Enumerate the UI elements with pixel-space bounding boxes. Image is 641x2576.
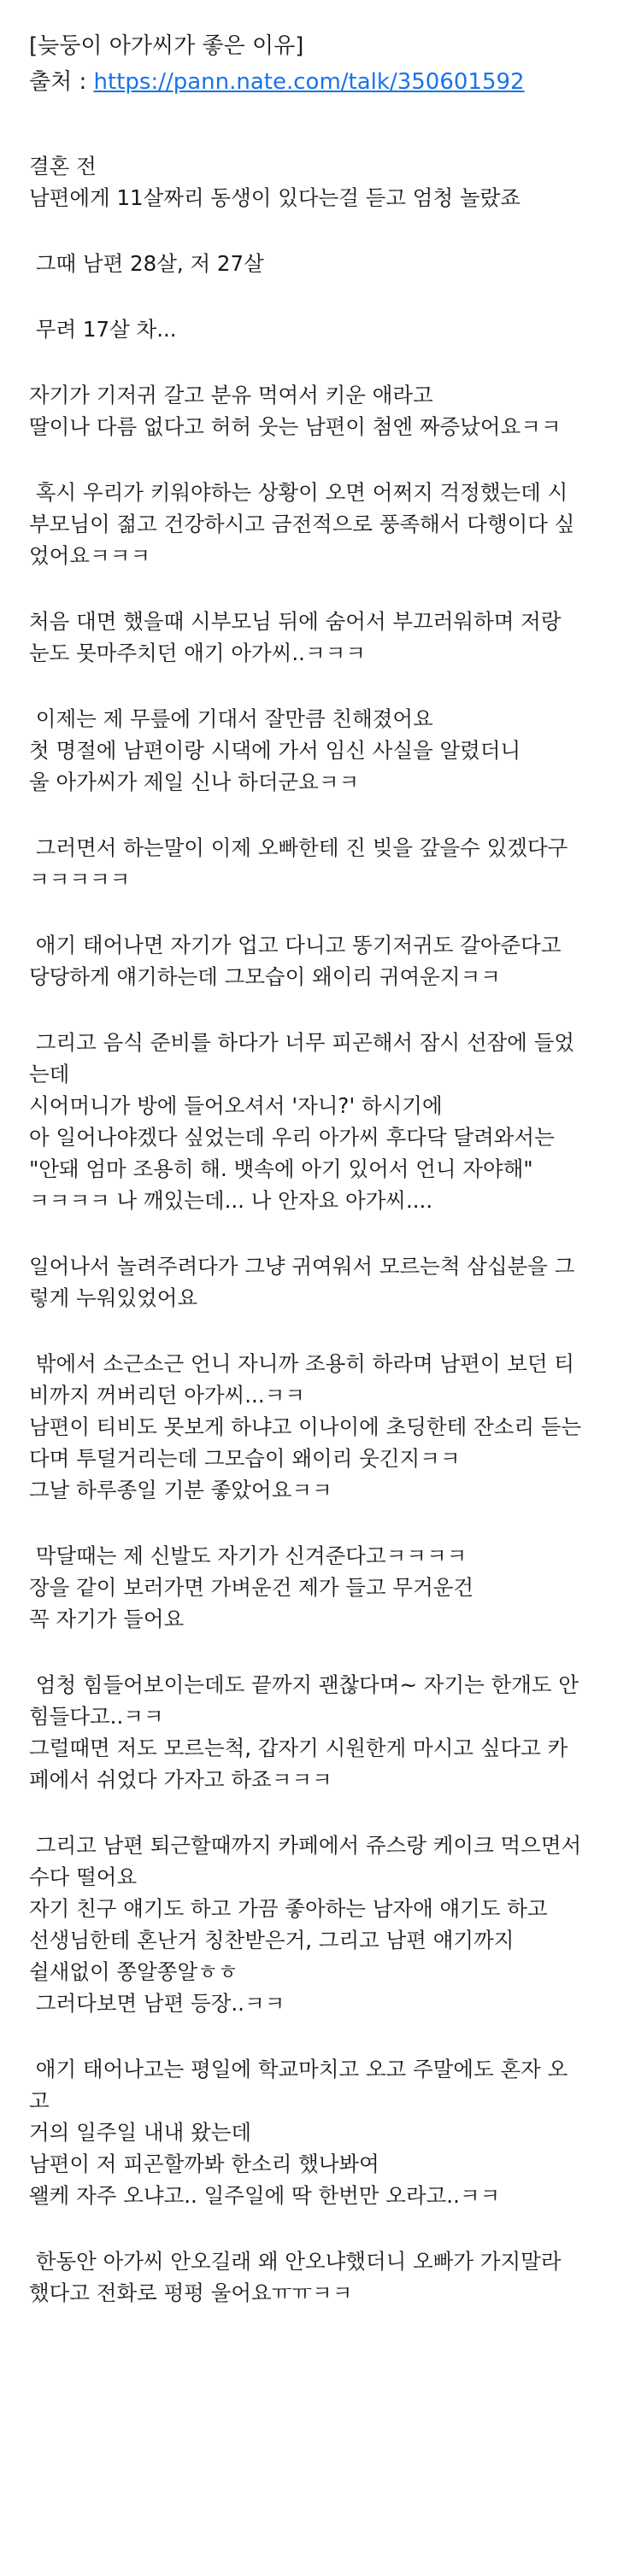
text-line: 딸이나 다름 없다고 허허 웃는 남편이 첨엔 짜증났어요ㅋㅋ [29,414,562,439]
paragraph [29,1830,631,2019]
text-line: 왤케 자주 오냐고.. 일주일에 딱 한번만 오라고..ㅋㅋ [29,2183,501,2208]
text-line: 렇게 누워있었어요 [29,1285,198,1310]
text-line: ㅋㅋㅋㅋㅋ [29,867,131,892]
source-label: 출처 : [29,69,94,95]
text-line: 그리고 남편 퇴근할때까지 카페에서 쥬스랑 케이크 먹으면서 [29,1833,582,1858]
text-line: 그리고 음식 준비를 하다가 너무 피곤해서 잠시 선잠에 들었 [29,1030,575,1055]
paragraph [29,1027,631,1216]
text-line: 자기 친구 얘기도 하고 가끔 좋아하는 남자애 얘기도 하고 [29,1896,548,1921]
text-line: 결혼 전 [29,154,97,179]
text-line: 남편에게 11살짜리 동생이 있다는걸 듣고 엄청 놀랐죠 [29,185,520,210]
text-line: 힘들다고..ㅋㅋ [29,1704,164,1729]
paragraph [29,477,631,571]
text-line: 그때 남편 28살, 저 27살 [29,251,264,276]
text-line: 수다 떨어요 [29,1865,138,1889]
paragraph [29,248,631,279]
paragraph [29,606,631,669]
text-line: 비까지 꺼버리던 아가씨...ㅋㅋ [29,1383,305,1408]
text-line: 선생님한테 혼난거 칭찬받은거, 그리고 남편 얘기까지 [29,1928,515,1952]
text-line: 혹시 우리가 키워야하는 상황이 오면 어쩌지 걱정했는데 시 [29,480,568,505]
text-line: 했다고 전화로 펑펑 울어요ㅠㅠㅋㅋ [29,2280,353,2305]
text-line: 쉴새없이 쫑알쫑알ㅎㅎ [29,1959,238,1984]
text-line: 었어요ㅋㅋㅋ [29,543,151,568]
text-line: 한동안 아가씨 안오길래 왜 안오냐했더니 오빠가 가지말라 [29,2249,562,2274]
text-line: 장을 같이 보러가면 가벼운건 제가 들고 무거운건 [29,1575,474,1600]
text-line: 눈도 못마주치던 애기 아가씨..ㅋㅋㅋ [29,641,366,665]
paragraph [29,1540,631,1635]
paragraph [29,1250,631,1314]
text-line: 는데 [29,1062,70,1086]
paragraph [29,2245,631,2309]
text-line: 다며 투덜거리는데 그모습이 왜이리 웃긴지ㅋㅋ [29,1446,461,1471]
text-line: 그러다보면 남편 등장..ㅋㅋ [29,1991,285,2016]
paragraph [29,150,631,214]
text-line: 이제는 제 무릎에 기대서 잘만큼 친해졌어요 [29,706,433,731]
text-line: 고 [29,2088,50,2113]
text-line: "안돼 엄마 조용히 해. 뱃속에 아기 있어서 언니 자야해" [29,1156,533,1181]
post-body [29,150,631,2309]
text-line: 거의 일주일 내내 왔는데 [29,2120,252,2145]
paragraph [29,1348,631,1506]
paragraph [29,832,631,895]
text-line: 부모님이 젊고 건강하시고 금전적으로 풍족해서 다행이다 싶 [29,512,575,536]
text-line: 시어머니가 방에 들어오셔서 '자니?' 하시기에 [29,1093,443,1118]
text-line: 애기 태어나면 자기가 업고 다니고 똥기저귀도 갈아준다고 [29,933,562,957]
text-line: 밖에서 소근소근 언니 자니까 조용히 하라며 남편이 보던 티 [29,1351,575,1376]
text-line: 당당하게 얘기하는데 그모습이 왜이리 귀여운지ㅋㅋ [29,964,501,989]
text-line: 페에서 쉬었다 가자고 하죠ㅋㅋㅋ [29,1767,332,1792]
paragraph [29,313,631,345]
paragraph [29,929,631,992]
paragraph [29,2053,631,2211]
text-line: 엄청 힘들어보이는데도 끝까지 괜찮다며~ 자기는 한개도 안 [29,1672,579,1697]
text-line: 아 일어나야겠다 싶었는데 우리 아가씨 후다닥 달려와서는 [29,1125,555,1150]
text-line: 자기가 기저귀 갈고 분유 먹여서 키운 애라고 [29,383,433,407]
text-line: ㅋㅋㅋㅋ 나 깨있는데... 나 안자요 아가씨.... [29,1188,433,1213]
paragraph [29,703,631,798]
paragraph [29,1669,631,1795]
paragraph [29,379,631,442]
source-link[interactable]: https://pann.nate.com/talk/350601592 [93,69,525,95]
text-line: 막달때는 제 신발도 자기가 신겨준다고ㅋㅋㅋㅋ [29,1543,468,1568]
text-line: 일어나서 놀려주려다가 그냥 귀여워서 모르는척 삼십분을 그 [29,1254,575,1279]
text-line: 애기 태어나고는 평일에 학교마치고 오고 주말에도 혼자 오 [29,2057,568,2081]
source-line [29,65,631,99]
text-line: 무려 17살 차... [29,317,177,342]
text-line: 그날 하루종일 기분 좋았어요ㅋㅋ [29,1478,332,1502]
text-line: 꼭 자기가 들어요 [29,1607,185,1631]
text-line: 그럴때면 저도 모르는척, 갑자기 시원한게 마시고 싶다고 카 [29,1736,568,1760]
text-line: 그러면서 하는말이 이제 오빠한테 진 빚을 갚을수 있겠다구 [29,835,568,860]
text-line: 처음 대면 했을때 시부모님 뒤에 숨어서 부끄러워하며 저랑 [29,609,562,634]
post-title: [늦둥이 아가씨가 좋은 이유] [29,33,304,59]
text-line: 울 아가씨가 제일 신나 하더군요ㅋㅋ [29,770,360,794]
text-line: 첫 명절에 남편이랑 시댁에 가서 임신 사실을 알렸더니 [29,738,521,763]
text-line: 남편이 티비도 못보게 하냐고 이나이에 초딩한테 잔소리 듣는 [29,1414,582,1439]
text-line: 남편이 저 피곤할까봐 한소리 했나봐여 [29,2152,379,2176]
